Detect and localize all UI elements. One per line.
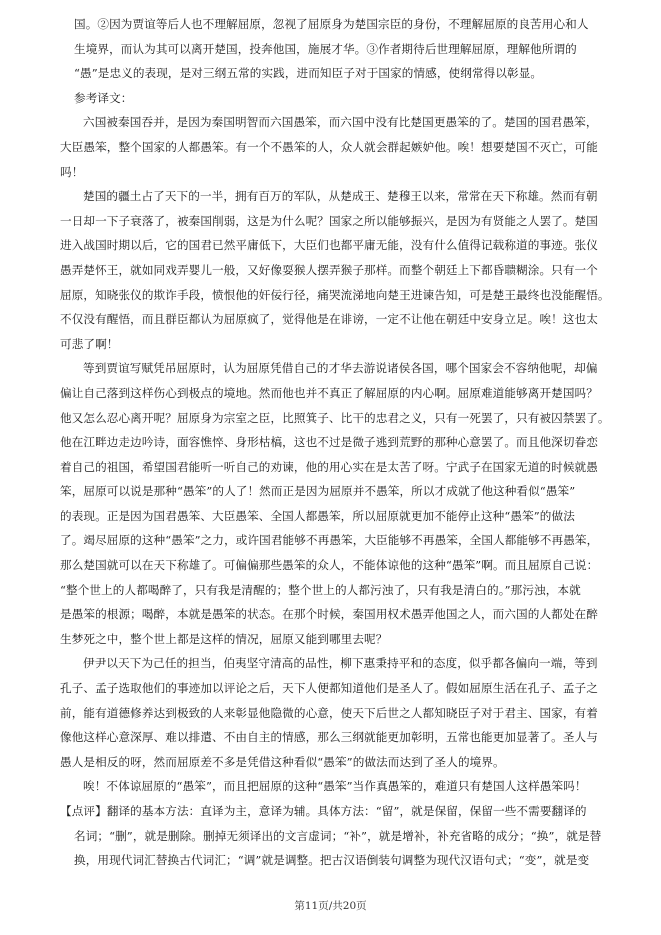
translation-label: 参考译文：: [74, 90, 133, 105]
text-line: 一日却一下子衰落了，被秦国削弱，这是为什么呢？国家之所以能够振兴，是因为有贤能之人罢了。楚国: [60, 213, 598, 228]
comment-line: 名词；“删”，就是删除。删掉无须译出的文言虚词；“补”，就是增补，补充省略的成分；“换”，就是替: [74, 828, 602, 843]
text-line: 楚国的疆土占了天下的一半，拥有百万的军队，从楚成王、楚穆王以来，常常在天下称雄。然而有朝: [83, 189, 598, 204]
translation-paragraph-3: [60, 356, 610, 651]
text-line: 像他这样心意深厚、难以排遣、不由自主的情感，那么三纲就能更加彰明，五常也能更加显著了。圣人与: [60, 730, 598, 745]
page-body: [60, 12, 610, 873]
comment-section: [60, 799, 610, 873]
translation-paragraph-1: [60, 110, 610, 184]
text-line: 唉！不体谅屈原的“愚笨”，而且把屈原的这种“愚笨”当作真愚笨的，难道只有楚国人这样愚笨吗！: [83, 779, 587, 794]
analysis-tail: [60, 12, 610, 86]
text-line: 等到贾谊写赋凭吊屈原时，认为屈原凭借自己的才华去游说诸侯各国，哪个国家会不容纳他呢，却偏: [83, 361, 598, 376]
text-line: 生梦死之中，整个世上都是这样的情况，屈原又能到哪里去呢？: [60, 631, 388, 646]
text-line: 偏让自己落到这样伤心到极点的境地。然而他也并不真正了解屈原的内心啊。屈原难道能够离开楚国吗？: [60, 385, 598, 400]
text-line: 前，能有道德修养达到极致的人来彰显他隐微的心意，使天下后世之人都知晓臣子对于君主、国家，有着: [60, 705, 598, 720]
comment-line: 换，用现代词汇替换古代词汇；“调”就是调整。把古汉语倒装句调整为现代汉语句式；“变”，就是变: [74, 853, 590, 868]
comment-text: 翻译的基本方法：直译为主，意译为辅。具体方法：“留”，就是保留，保留一些不需要翻译的: [106, 804, 587, 818]
text-line: 孔子、孟子选取他们的事迹加以评论之后，天下人便都知道他们是圣人了。假如屈原生活在孔子、孟子之: [60, 681, 598, 696]
text-line: 进入战国时期以后，它的国君已然平庸低下，大臣们也都平庸无能，没有什么值得记载称道的事迹。张仪: [60, 238, 598, 253]
analysis-line: 国。②因为贾谊等后人也不理解屈原，忽视了屈原身为楚国宗臣的身份，不理解屈原的良苦用心和人: [74, 17, 589, 31]
text-line: 伊尹以天下为己任的担当，伯夷坚守清高的品性，柳下惠秉持平和的态度，似乎都各偏向一端，等到: [83, 656, 598, 671]
text-line: 愚人是相反的呀，然而屈原差不多是凭借这种看似“愚笨”的做法而达到了圣人的境界。: [60, 754, 505, 769]
comment-tag: 【点评】: [60, 804, 107, 818]
page-number: 第11页/共20页: [294, 900, 367, 912]
text-line: 是愚笨的根源；喝醉，本就是愚笨的状态。在那个时候，秦国用权术愚弄他国之人，而六国的人都处在醉: [60, 607, 598, 622]
translation-paragraph-5: [60, 774, 610, 799]
text-line: 大臣愚笨，整个国家的人都愚笨。有一个不愚笨的人，众人就会群起嫉妒他。唉！想要楚国不灭亡，可能: [60, 139, 598, 154]
text-line: 的表现。正是因为国君愚笨、大臣愚笨、全国人都愚笨，所以屈原就更加不能停止这种“愚笨”的做法: [60, 508, 575, 523]
text-line: 他又怎么忍心离开呢？屈原身为宗室之臣，比照箕子、比干的忠君之义，只有一死罢了，只有被囚禁罢了。: [60, 410, 610, 425]
text-line: 了。竭尽屈原的这种“愚笨”之力，或许国君能够不再愚笨，大臣能够不再愚笨，全国人都能够不再愚笨，: [60, 533, 599, 548]
text-line: 吗！: [60, 164, 84, 179]
text-line: 着自己的祖国，希望国君能听一听自己的劝谏，他的用心实在是太苦了呀。宁武子在国家无道的时候就愚: [60, 459, 598, 474]
text-line: 屈原，知晓张仪的欺诈手段，愤恨他的奸佞行径，痛哭流涕地向楚王进谏告知，可是楚王最终也没能醒悟。: [60, 287, 610, 302]
analysis-line: “愚”是忠义的表现，是对三纲五常的实践，进而知臣子对于国家的情感，使纲常得以彰显。: [74, 66, 543, 81]
comment-line: [60, 799, 610, 824]
text-line: 可悲了啊！: [60, 336, 119, 351]
text-line: “整个世上的人都喝醉了，只有我是清醒的；整个世上的人都污浊了，只有我是清白的。”那污浊，本就: [60, 582, 581, 597]
text-line: 不仅没有醒悟，而且群臣都认为屈原疯了，觉得他是在诽谤，一定不让他在朝廷中安身立足。唉！这也太: [60, 312, 598, 327]
text-line: 六国被秦国吞并，是因为秦国明智而六国愚笨，而六国中没有比楚国更愚笨的了。楚国的国君愚笨，: [83, 115, 598, 130]
translation-paragraph-2: [60, 184, 610, 356]
text-line: 笨，屈原可以说是那种“愚笨”的人了！然而正是因为屈原并不愚笨，所以才成就了他这种看似“愚笨”: [60, 484, 576, 499]
translation-paragraph-4: [60, 651, 610, 774]
text-line: 他在江畔边走边吟诗，面容憔悴、身形枯槁，这也不过是微子逃到荒野的那种心意罢了。而且他深切眷恋: [60, 435, 598, 450]
text-line: 愚弄楚怀王，就如同戏弄婴儿一般，又好像耍猴人摆弄猴子那样。而整个朝廷上下都昏聩糊涂。只有一个: [60, 262, 598, 277]
analysis-line: 生境界，而认为其可以离开楚国，投奔他国，施展才华。③作者期待后世理解屈原，理解他所谓的: [74, 41, 577, 56]
text-line: 那么楚国就可以在天下称雄了。可偏偏那些愚笨的众人，不能体谅他的这种“愚笨”啊。而且屈原自己说：: [60, 558, 599, 573]
